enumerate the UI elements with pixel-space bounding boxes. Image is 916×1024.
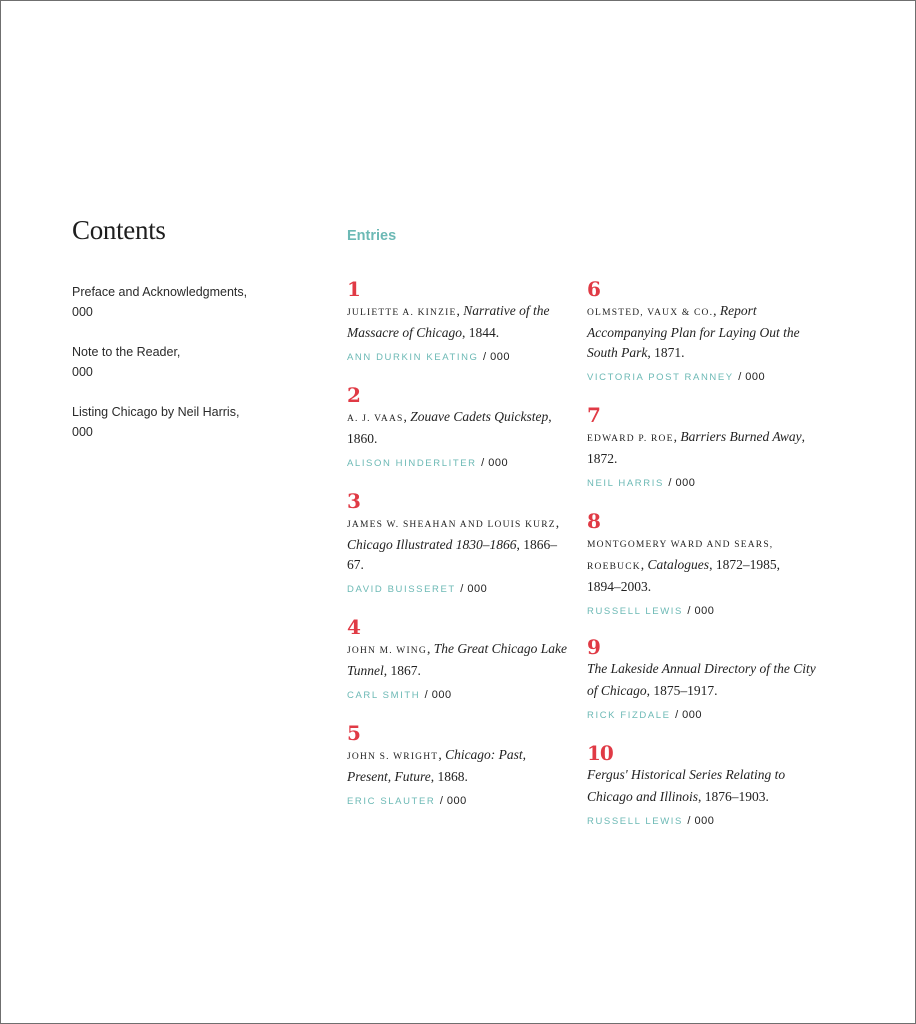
entry-page: / 000 xyxy=(439,795,467,807)
entry-item[interactable] xyxy=(587,741,817,847)
entry-contributor-row xyxy=(587,475,817,491)
front-matter-page: 000 xyxy=(72,365,93,379)
entry-number: 6 xyxy=(587,277,600,301)
entry-title: Catalogues xyxy=(647,557,710,572)
entry-number: 4 xyxy=(347,615,360,639)
entry-item[interactable] xyxy=(347,721,572,827)
entry-work xyxy=(347,513,572,575)
front-matter-list xyxy=(72,282,272,462)
entry-date: , 1866–67. xyxy=(347,537,557,572)
entry-number: 10 xyxy=(587,741,613,765)
contents-title: Contents xyxy=(72,215,166,245)
entry-author: MONTGOMERY WARD AND SEARS, ROEBUCK xyxy=(587,540,774,572)
front-matter-item[interactable] xyxy=(72,282,272,322)
entry-number: 2 xyxy=(347,383,360,407)
entry-author: JAMES W. SHEAHAN AND LOUIS KURZ xyxy=(347,520,556,530)
entry-number: 5 xyxy=(347,721,360,745)
entry-work xyxy=(587,533,817,597)
entry-date: , 1876–1903. xyxy=(698,789,769,804)
entry-title: Report Accompanying Plan for Laying Out the South Park xyxy=(587,303,800,360)
entry-title: Narrative of the Massacre of Chicago xyxy=(347,303,550,340)
entry-author: OLMSTED, VAUX & CO. xyxy=(587,308,714,318)
entry-contributor-row xyxy=(347,455,572,471)
entry-author: A. J. VAAS xyxy=(347,414,404,424)
entry-separator: , xyxy=(403,409,411,424)
entry-item[interactable] xyxy=(347,277,572,383)
entry-page: / 000 xyxy=(738,371,766,383)
front-matter-page: 000 xyxy=(72,305,93,319)
entry-separator: , xyxy=(640,557,648,572)
entry-contributor-row xyxy=(347,793,572,809)
entry-number: 3 xyxy=(347,489,360,513)
entry-number: 8 xyxy=(587,509,600,533)
entry-page: / 000 xyxy=(424,689,452,701)
entry-item[interactable] xyxy=(587,509,817,635)
entry-work xyxy=(587,659,817,701)
entry-number: 7 xyxy=(587,403,600,427)
entry-date: , 1872–1985, 1894–2003. xyxy=(587,557,780,594)
entry-contributor: DAVID BUISSERET xyxy=(347,584,456,595)
entry-page: / 000 xyxy=(675,709,703,721)
entry-contributor-row xyxy=(587,813,817,829)
entry-item[interactable] xyxy=(587,277,817,403)
entry-contributor: RICK FIZDALE xyxy=(587,710,671,721)
front-matter-label: Listing Chicago by Neil Harris, xyxy=(72,405,240,419)
entry-page: / 000 xyxy=(668,477,696,489)
front-matter-page: 000 xyxy=(72,425,93,439)
entry-author: JULIETTE A. KINZIE xyxy=(347,308,457,318)
entry-title: Chicago: Past, Present, Future xyxy=(347,747,527,784)
entry-separator: , xyxy=(713,303,720,318)
entry-contributor-row xyxy=(347,349,572,365)
entries-column-left xyxy=(347,277,572,827)
entry-title: The Great Chicago Lake Tunnel xyxy=(347,641,568,678)
entry-page: / 000 xyxy=(687,605,715,617)
entry-title: The Lakeside Annual Directory of the City of Chicago xyxy=(587,661,816,698)
front-matter-label: Note to the Reader, xyxy=(72,345,181,359)
entry-date: , 1868. xyxy=(430,769,468,784)
entry-contributor: ERIC SLAUTER xyxy=(347,796,436,807)
entry-separator: , xyxy=(456,303,464,318)
front-matter-item[interactable] xyxy=(72,342,272,382)
entry-contributor-row xyxy=(587,603,817,619)
entry-number: 9 xyxy=(587,635,600,659)
entry-work xyxy=(347,301,572,343)
entry-contributor: CARL SMITH xyxy=(347,690,421,701)
entry-separator: , xyxy=(673,429,681,444)
entry-work xyxy=(347,745,572,787)
entry-title: Fergus' Historical Series Relating to Chicago and Illinois xyxy=(587,767,786,804)
entry-date: , 1875–1917. xyxy=(646,683,718,698)
entry-number: 1 xyxy=(347,277,360,301)
entry-date: , 1867. xyxy=(383,663,421,678)
entry-contributor-row xyxy=(347,581,572,597)
entry-work xyxy=(587,427,817,469)
entry-separator: , xyxy=(555,515,560,530)
entry-separator: , xyxy=(426,641,434,656)
entry-item[interactable] xyxy=(587,635,817,741)
entry-date: , 1860. xyxy=(347,409,552,446)
entry-item[interactable] xyxy=(347,615,572,721)
entry-author: JOHN M. WING xyxy=(347,646,427,656)
entry-title: Barriers Burned Away xyxy=(680,429,802,444)
entry-contributor: ALISON HINDERLITER xyxy=(347,458,477,469)
entry-work xyxy=(347,639,572,681)
entry-work xyxy=(347,407,572,449)
entries-column-right xyxy=(587,277,817,847)
entry-title: Zouave Cadets Quickstep xyxy=(410,409,549,424)
front-matter-label: Preface and Acknowledgments, xyxy=(72,285,248,299)
entry-date: , 1844. xyxy=(462,325,500,340)
entry-contributor: RUSSELL LEWIS xyxy=(587,606,683,617)
entry-contributor-row xyxy=(587,369,817,385)
entry-page: / 000 xyxy=(481,457,509,469)
entry-contributor-row xyxy=(347,687,572,703)
entry-author: JOHN S. WRIGHT xyxy=(347,752,439,762)
entry-contributor-row xyxy=(587,707,817,723)
entry-item[interactable] xyxy=(347,383,572,489)
entry-contributor: ANN DURKIN KEATING xyxy=(347,352,479,363)
entry-author: EDWARD P. ROE xyxy=(587,434,674,444)
entry-page: / 000 xyxy=(687,815,715,827)
entry-date: , 1872. xyxy=(587,429,805,466)
entry-work xyxy=(587,765,817,807)
entry-contributor: RUSSELL LEWIS xyxy=(587,816,683,827)
entry-contributor: VICTORIA POST RANNEY xyxy=(587,372,734,383)
entry-item[interactable] xyxy=(347,489,572,615)
entry-contributor: NEIL HARRIS xyxy=(587,478,664,489)
entry-page: / 000 xyxy=(460,583,488,595)
entry-page: / 000 xyxy=(483,351,510,363)
entry-title: Chicago Illustrated 1830–1866 xyxy=(347,537,517,552)
entry-item[interactable] xyxy=(587,403,817,509)
entries-heading: Entries xyxy=(347,228,397,244)
entry-work xyxy=(587,301,817,363)
entry-separator: , xyxy=(438,747,446,762)
entry-date: , 1871. xyxy=(647,345,685,360)
front-matter-item[interactable] xyxy=(72,402,272,442)
